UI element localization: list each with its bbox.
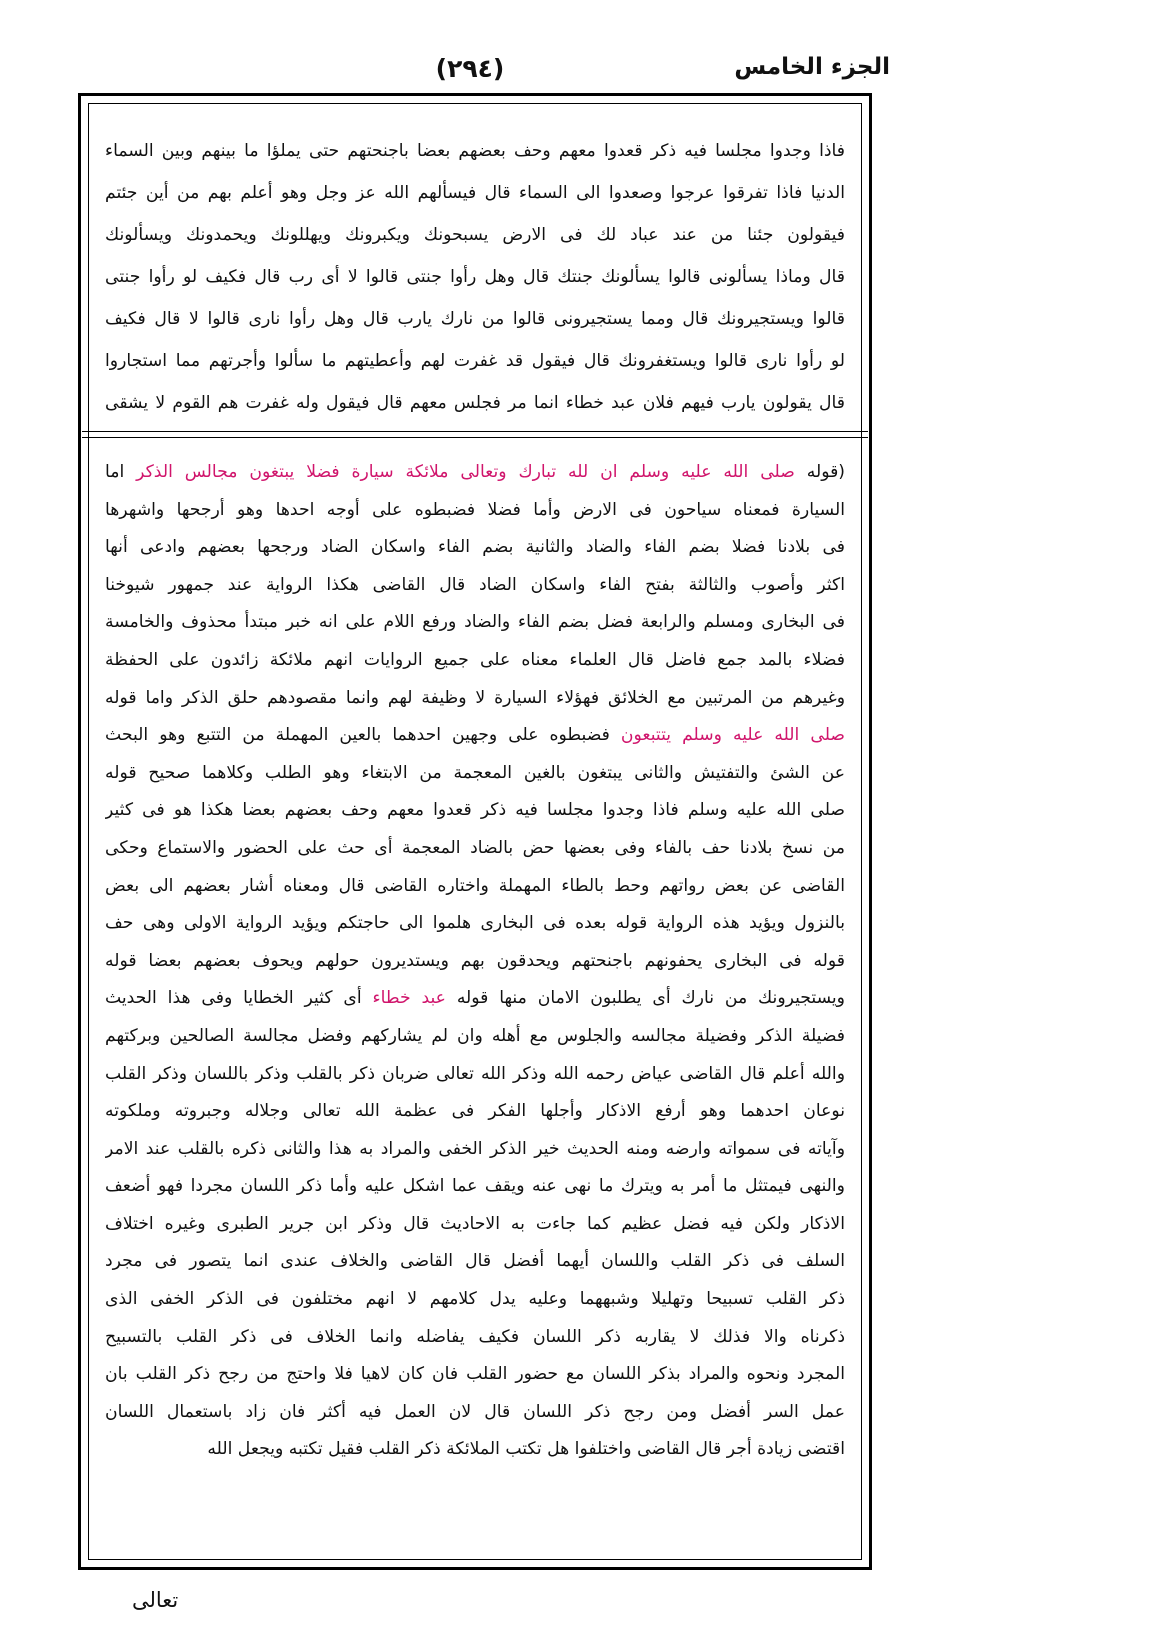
volume-title: الجزء الخامس bbox=[734, 54, 890, 80]
commentary-text: اكثر وأصوب والثالثة بفتح الفاء واسكان الضاد قال القاضى هكذا الرواية عند جمهور شيوخنا bbox=[105, 574, 845, 595]
commentary-line bbox=[105, 529, 845, 567]
commentary-text: عن الشئ والتفتيش والثانى يبتغون بالغين المعجمة من الابتغاء وهو الطلب وكلاهما صحيح قوله bbox=[105, 762, 845, 783]
commentary-line bbox=[105, 1319, 845, 1357]
commentary-line bbox=[105, 1018, 845, 1056]
text-frame bbox=[78, 93, 872, 1570]
commentary-line bbox=[105, 680, 845, 718]
commentary-line bbox=[105, 1394, 845, 1432]
commentary-line bbox=[105, 604, 845, 642]
page-number: (٢٩٤) bbox=[435, 54, 505, 83]
hadith-line: الدنيا فاذا تفرقوا عرجوا وصعدوا الى السماء قال فيسألهم الله عز وجل وهو أعلم بهم من أين جئتم bbox=[105, 183, 845, 203]
commentary-text: نوعان احدهما وهو أرفع الاذكار وأجلها الفكر فى عظمة الله تعالى وجلاله وجبروته وملكوته bbox=[105, 1101, 845, 1122]
commentary-text: السيارة فمعناه سياحون فى الارض وأما فضلا فضبطوه على أوجه احدها وهو أرجحها واشهرها bbox=[105, 499, 845, 520]
commentary-text: (قوله bbox=[794, 462, 845, 482]
commentary-text: ويستجيرونك من نارك أى يطلبون الامان منها قوله bbox=[445, 988, 845, 1009]
commentary-text: قوله فى البخارى يحفونهم باجنحتهم ويحدقون بهم ويستديرون حولهم ويحوف بعضهم بعضا قوله bbox=[105, 950, 845, 971]
commentary-line bbox=[105, 642, 845, 680]
commentary-text: والله أعلم قال القاضى عياض رحمه الله وذكر الله تعالى ضربان ذكر بالقلب وذكر باللسان وذكر القلب bbox=[105, 1063, 845, 1084]
hadith-line: قالوا ويستجيرونك قال ومما يستجيرونى قالوا من نارك يارب قال وهل رأوا نارى قالوا لا قال فكيف bbox=[105, 309, 845, 329]
commentary-line bbox=[105, 1131, 845, 1169]
highlighted-matn: صلى الله عليه وسلم يتتبعون bbox=[620, 725, 845, 746]
highlighted-matn: عبد خطاء bbox=[372, 988, 446, 1009]
hadith-line: قال يقولون يارب فيهم فلان عبد خطاء انما مر فجلس معهم قال فيقول وله غفرت هم القوم لا يشقى bbox=[105, 393, 845, 413]
commentary-text: من نسخ بلادنا حف بالفاء وفى بعضها حض بالضاد المعجمة أى حث على الحضور والاستماع وحكى bbox=[105, 837, 845, 858]
commentary-line bbox=[105, 1281, 845, 1319]
commentary-text: اقتضى زيادة أجر قال القاضى واختلفوا هل تكتب الملائكة ذكر القلب فقيل تكتبه ويجعل الله bbox=[207, 1439, 845, 1460]
commentary-text: فى بلادنا فضلا بضم الفاء والضاد والثانية بضم الفاء واسكان الضاد ورجحها بعضهم وادعى أنها bbox=[105, 537, 845, 558]
commentary-text: القاضى عن بعض رواتهم وحط بالطاء المهملة واختاره القاضى قال ومعناه أشار بعضهم الى بعض bbox=[105, 875, 845, 896]
hadith-line: لو رأوا نارى قالوا ويستغفرونك قال فيقول قد غفرت لهم وأعطيتهم ما سألوا وأجرتهم مما استجاروا bbox=[105, 351, 845, 371]
commentary-text: بالنزول ويؤيد هذه الرواية قوله بعده فى البخارى هلموا الى حاجتكم ويؤيد الرواية الاولى وهى حف bbox=[105, 913, 845, 934]
commentary-text: والنهى فيمتثل ما أمر به ويترك ما نهى عنه ويقف عما اشكل عليه وأما ذكر اللسان مجردا فهو أضعف bbox=[105, 1176, 845, 1197]
commentary-line bbox=[105, 868, 845, 906]
commentary-line bbox=[105, 454, 845, 492]
commentary-text: ذكر القلب تسبيحا وتهليلا وشبههما وعليه يدل كلامهم لا انهم مختلفون فى الذكر الخفى الذى bbox=[105, 1289, 845, 1310]
commentary-line bbox=[105, 1206, 845, 1244]
commentary-line bbox=[105, 980, 845, 1018]
commentary-text: الاذكار ولكن فيه فضل عظيم كما جاءت به الاحاديث قال وذكر ابن جرير الطبرى وغيره اختلاف bbox=[105, 1213, 845, 1234]
commentary-line bbox=[105, 717, 845, 755]
commentary-text: أى كثير الخطايا وفى هذا الحديث bbox=[105, 988, 373, 1009]
text-frame-inner bbox=[88, 103, 862, 1560]
commentary-text: وآياته فى سمواته وارضه ومنه الحديث خير الذكر الخفى والمراد به هذا والثانى ذكره بالقلب عند الامر bbox=[105, 1138, 845, 1159]
commentary-text: فضيلة الذكر وفضيلة مجالسه والجلوس مع أهله وان لم يشاركهم وفضل مجالسة الصالحين وبركتهم bbox=[105, 1025, 845, 1046]
hadith-text-block bbox=[105, 130, 845, 424]
page-header bbox=[90, 48, 890, 88]
commentary-line bbox=[105, 943, 845, 981]
commentary-text: المجرد ونحوه والمراد بذكر اللسان مع حضور القلب فان كان لاهيا فلا واحتج من رجح ذكر القلب بان bbox=[105, 1364, 845, 1385]
section-divider bbox=[82, 431, 868, 438]
commentary-line bbox=[105, 492, 845, 530]
commentary-line bbox=[105, 1243, 845, 1281]
commentary-text: صلى الله عليه وسلم فاذا وجدوا مجلسا فيه ذكر قعدوا معهم وحف بعضهم بعضا هكذا هو فى كثير bbox=[105, 800, 845, 821]
commentary-line bbox=[105, 1356, 845, 1394]
commentary-text: فضبطوه على وجهين احدهما بالعين المهملة من التتبع وهو البحث bbox=[105, 725, 621, 746]
commentary-line bbox=[105, 567, 845, 605]
commentary-text: عمل السر أفضل ومن رجح ذكر اللسان قال لان العمل فيه أكثر فان زاد باستعمال اللسان bbox=[105, 1401, 845, 1422]
commentary-text: فضلاء بالمد جمع فاضل قال العلماء معناه على جميع الروايات انهم ملائكة زائدون على الحفظة bbox=[105, 649, 845, 670]
commentary-line bbox=[105, 1093, 845, 1131]
commentary-line bbox=[105, 830, 845, 868]
commentary-text: اما bbox=[105, 462, 137, 482]
commentary-text: فى البخارى ومسلم والرابعة فضل بضم الفاء والضاد ورفع اللام على انه خبر مبتدأ محذوف والخامسة bbox=[105, 612, 845, 633]
commentary-text-block bbox=[105, 454, 845, 1469]
hadith-line: فاذا وجدوا مجلسا فيه ذكر قعدوا معهم وحف بعضهم بعضا باجنحتهم حتى يملؤا ما بينهم وبين السماء bbox=[105, 141, 845, 161]
commentary-text: السلف فى ذكر القلب واللسان أيهما أفضل قال القاضى والخلاف عندى انما يتصور فى مجرد bbox=[105, 1251, 845, 1272]
commentary-line bbox=[105, 755, 845, 793]
commentary-line bbox=[105, 1168, 845, 1206]
hadith-line: فيقولون جئنا من عند عباد لك فى الارض يسبحونك ويكبرونك ويهللونك ويحمدونك ويسألونك bbox=[105, 225, 845, 245]
commentary-line bbox=[105, 905, 845, 943]
commentary-text: ذكرناه والا فذلك لا يقاربه ذكر اللسان فكيف يفاضله وانما الخلاف فى ذكر القلب بالتسبيح bbox=[105, 1326, 845, 1347]
commentary-text: وغيرهم من المرتبين مع الخلائق فهؤلاء السيارة لا وظيفة لهم وانما مقصودهم حلق الذكر واما قوله bbox=[105, 687, 845, 708]
commentary-line bbox=[105, 1431, 845, 1469]
catchword: تعالى bbox=[132, 1588, 179, 1612]
highlighted-matn: صلى الله عليه وسلم ان لله تبارك وتعالى ملائكة سيارة فضلا يبتغون مجالس الذكر bbox=[136, 462, 795, 482]
hadith-line: قال وماذا يسألونى قالوا يسألونك جنتك قال وهل رأوا جنتى قالوا لا أى رب قال فكيف لو رأوا جنتى bbox=[105, 267, 845, 287]
commentary-line bbox=[105, 792, 845, 830]
commentary-line bbox=[105, 1056, 845, 1094]
